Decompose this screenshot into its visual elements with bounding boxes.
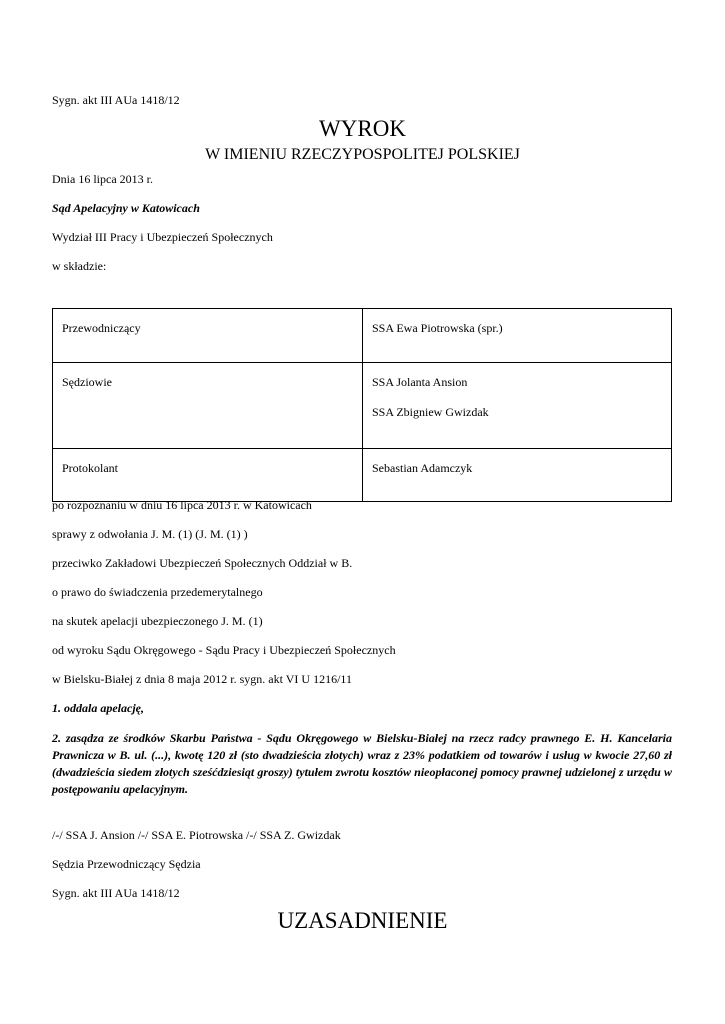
signatures-line: /-/ SSA J. Ansion /-/ SSA E. Piotrowska /-/ SSA Z. Gwizdak [52,828,341,842]
court-name: Sąd Apelacyjny w Katowicach [52,201,200,215]
judges-line: Sędzia Przewodniczący Sędzia [52,857,201,871]
justification-title: UZASADNIENIE [277,908,448,933]
role-cell [53,449,363,502]
composition-label: w składzie: [52,259,107,273]
body-line: o prawo do świadczenia przedemerytalnego [52,585,263,599]
body-line: w Bielsku-Białej z dnia 8 maja 2012 r. sygn. akt VI U 1216/11 [52,672,352,686]
body-line: przeciwko Zakładowi Ubezpieczeń Społecznych Oddział w B. [52,556,353,570]
document-subtitle: W IMIENIU RZECZYPOSPOLITEJ POLSKIEJ [205,146,520,163]
composition-table [52,308,672,502]
court-department: Wydział III Pracy i Ubezpieczeń Społecznych [52,230,273,244]
case-signature-bottom: Sygn. akt III AUa 1418/12 [52,886,180,900]
judgment-date: Dnia 16 lipca 2013 r. [52,172,153,186]
table-row [53,449,672,502]
table-row [53,363,672,449]
body-line: sprawy z odwołania J. M. (1) (J. M. (1) ) [52,527,248,541]
judge-name: SSA Zbigniew Gwizdak [372,405,489,419]
role-label: Protokolant [62,461,118,475]
body-line: od wyroku Sądu Okręgowego - Sądu Pracy i Ubezpieczeń Społecznych [52,643,396,657]
names-cell [363,363,672,449]
verdict-point-2: 2. zasądza ze środków Skarbu Państwa - Sądu Okręgowego w Bielsku-Białej na rzecz radcy prawnego E. H. Kancelaria Prawnicza w B. ul. (...), kwotę 120 zł (sto dwadzieścia złotych) wraz z 23% podatkiem od towarów i usług w kwocie 27,60 zł (dwadzieścia siedem złotych sześćdziesiąt groszy) tytułem zwrotu kosztów nieopłaconej pomocy prawnej udzielonej z urzędu w postępowaniu apelacyjnym. [52,731,672,796]
names-cell [363,449,672,502]
table-row [53,309,672,363]
names-cell [363,309,672,363]
clerk-name: Sebastian Adamczyk [372,461,473,475]
judge-name: SSA Jolanta Ansion [372,375,468,389]
judge-name: SSA Ewa Piotrowska (spr.) [372,321,503,335]
case-signature-top: Sygn. akt III AUa 1418/12 [52,93,180,107]
body-line: na skutek apelacji ubezpieczonego J. M. (1) [52,614,263,628]
role-label: Sędziowie [62,375,112,389]
verdict-point-1: 1. oddala apelację, [52,701,144,715]
role-label: Przewodniczący [62,321,141,335]
body-line: po rozpoznaniu w dniu 16 lipca 2013 r. w Katowicach [52,498,312,512]
role-cell [53,309,363,363]
role-cell [53,363,363,449]
document-title: WYROK [319,116,406,141]
